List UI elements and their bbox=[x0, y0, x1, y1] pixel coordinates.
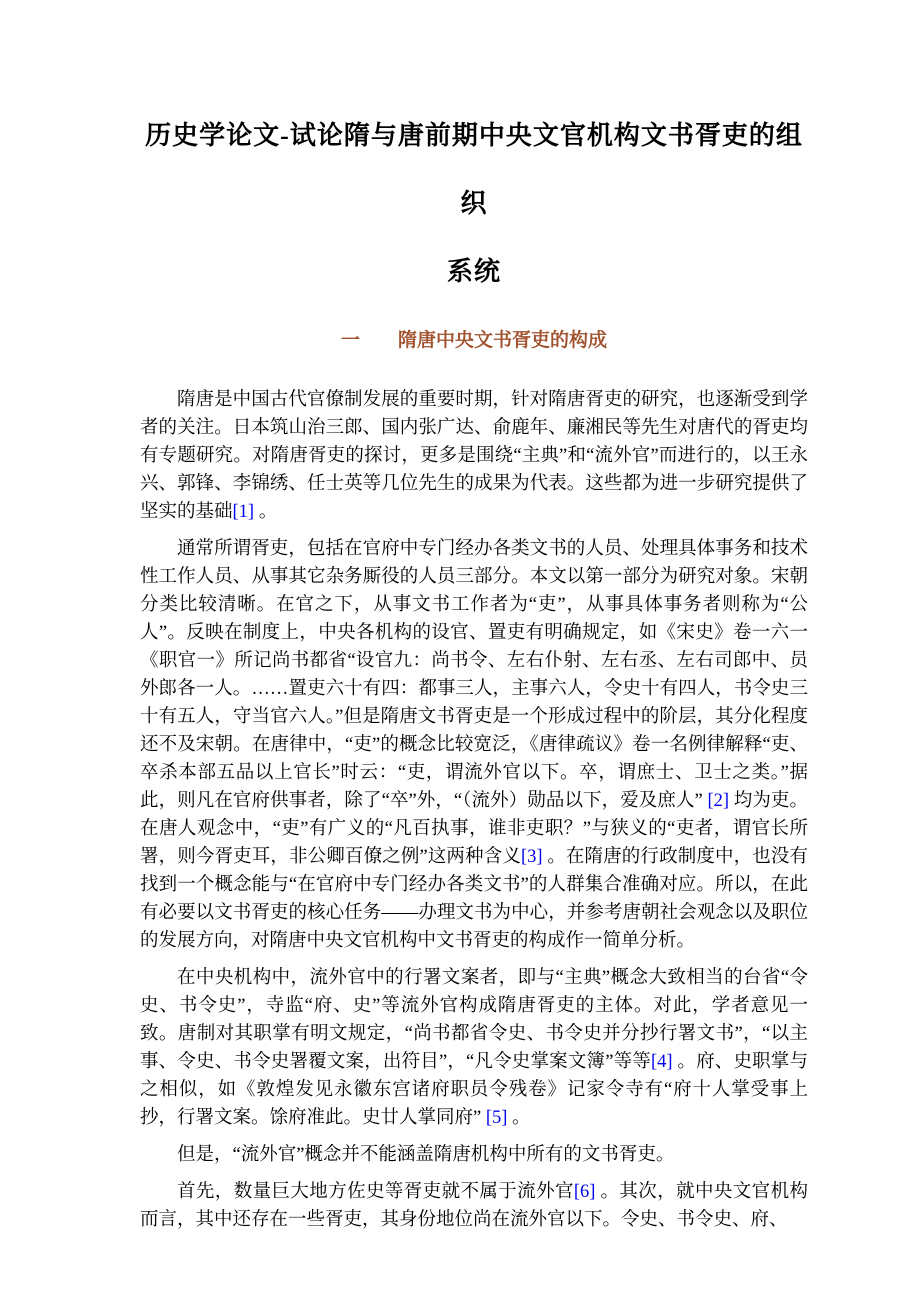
document-body bbox=[140, 386, 808, 1234]
paragraph-1 bbox=[140, 386, 808, 526]
paragraph-3-text-end: 。 bbox=[507, 1108, 531, 1128]
paragraph-5 bbox=[140, 1178, 808, 1234]
paragraph-5-text-end: 。其次，就中央文官机构而言，其中还存在一些胥吏，其身份地位尚在流外官以下。令史、书令史、府、 bbox=[140, 1182, 808, 1230]
paragraph-2-text-mid: 均为吏。在唐人观念中，“吏”有广义的“凡百执事，谁非吏职？”与狭义的“吏者，谓官长所署，则今胥吏耳，非公卿百僚之例”这两种含义 bbox=[140, 791, 808, 867]
paragraph-1-text: 隋唐是中国古代官僚制发展的重要时期，针对隋唐胥吏的研究，也逐渐受到学者的关注。日本筑山治三郎、国内张广达、俞鹿年、廉湘民等先生对唐代的胥吏均有专题研究。对隋唐胥吏的探讨，更多是围绕“主典”和“流外官”而进行的，以王永兴、郭锋、李锦绣、任士英等几位先生的成果为代表。这些都为进一步研究提供了坚实的基础 bbox=[140, 390, 808, 522]
reference-marker-3[interactable]: [3] bbox=[520, 847, 543, 867]
reference-marker-6[interactable]: [6] bbox=[573, 1182, 596, 1202]
paragraph-3 bbox=[140, 964, 808, 1132]
paragraph-2 bbox=[140, 535, 808, 955]
reference-marker-2[interactable]: [2] bbox=[707, 791, 730, 811]
paragraph-4-text: 但是，“流外官”概念并不能涵盖隋唐机构中所有的文书胥吏。 bbox=[177, 1145, 675, 1165]
document-title-line1: 历史学论文-试论隋与唐前期中央文官机构文书胥吏的组织 bbox=[145, 121, 803, 218]
reference-marker-5[interactable]: [5] bbox=[485, 1108, 508, 1128]
reference-marker-1[interactable]: [1] bbox=[232, 502, 255, 522]
paragraph-1-text-end: 。 bbox=[254, 502, 278, 522]
paragraph-5-text: 首先，数量巨大地方佐史等胥吏就不属于流外官 bbox=[177, 1182, 574, 1202]
section-heading: 一 隋唐中央文书胥吏的构成 bbox=[340, 330, 607, 351]
document-title bbox=[140, 102, 808, 306]
document-title-line2: 系统 bbox=[446, 257, 501, 286]
paragraph-3-text: 在中央机构中，流外官中的行署文案者，即与“主典”概念大致相当的台省“令史、书令史”，寺监“府、史”等流外官构成隋唐胥吏的主体。对此，学者意见一致。唐制对其职掌有明文规定，“尚书都省令史、书令史并分抄行署文书”，“以主事、令史、书令史署覆文案，出符目”，“凡令史掌案文簿”等等 bbox=[140, 968, 808, 1072]
reference-marker-4[interactable]: [4] bbox=[651, 1052, 673, 1072]
paragraph-3-text-mid: 。府、史职掌与之相似，如《敦煌发见永徽东宫诸府职员令残卷》记家令寺有“府十人掌受事上抄，行署文案。馀府准此。史廿人掌同府” bbox=[140, 1052, 808, 1128]
paragraph-4 bbox=[140, 1141, 808, 1169]
paragraph-2-text-end: 。在隋唐的行政制度中，也没有找到一个概念能与“在官府中专门经办各类文书”的人群集合准确对应。所以，在此有必要以文书胥吏的核心任务——办理文书为中心，并参考唐朝社会观念以及职位的发展方向，对隋唐中央文官机构中文书胥吏的构成作一简单分析。 bbox=[140, 847, 808, 951]
paragraph-2-text: 通常所谓胥吏，包括在官府中专门经办各类文书的人员、处理具体事务和技术性工作人员、从事其它杂务厮役的人员三部分。本文以第一部分为研究对象。宋朝分类比较清晰。在官之下，从事文书工作者为“吏”，从事具体事务者则称为“公人”。反映在制度上，中央各机构的设官、置吏有明确规定，如《宋史》卷一六一《职官一》所记尚书都省“设官九：尚书令、左右仆射、左右丞、左右司郎中、员外郎各一人。……置吏六十有四：都事三人，主事六人，令史十有四人，书令史三十有五人，守当官六人。”但是隋唐文书胥吏是一个形成过程中的阶层，其分化程度还不及宋朝。在唐律中，“吏”的概念比较宽泛，《唐律疏议》卷一名例律解释“吏、卒杀本部五品以上官长”时云：“吏，谓流外官以下。卒，谓庶士、卫士之类。”据此，则凡在官府供事者，除了“卒”外，“（流外）勋品以下，爱及庶人” bbox=[140, 539, 808, 811]
